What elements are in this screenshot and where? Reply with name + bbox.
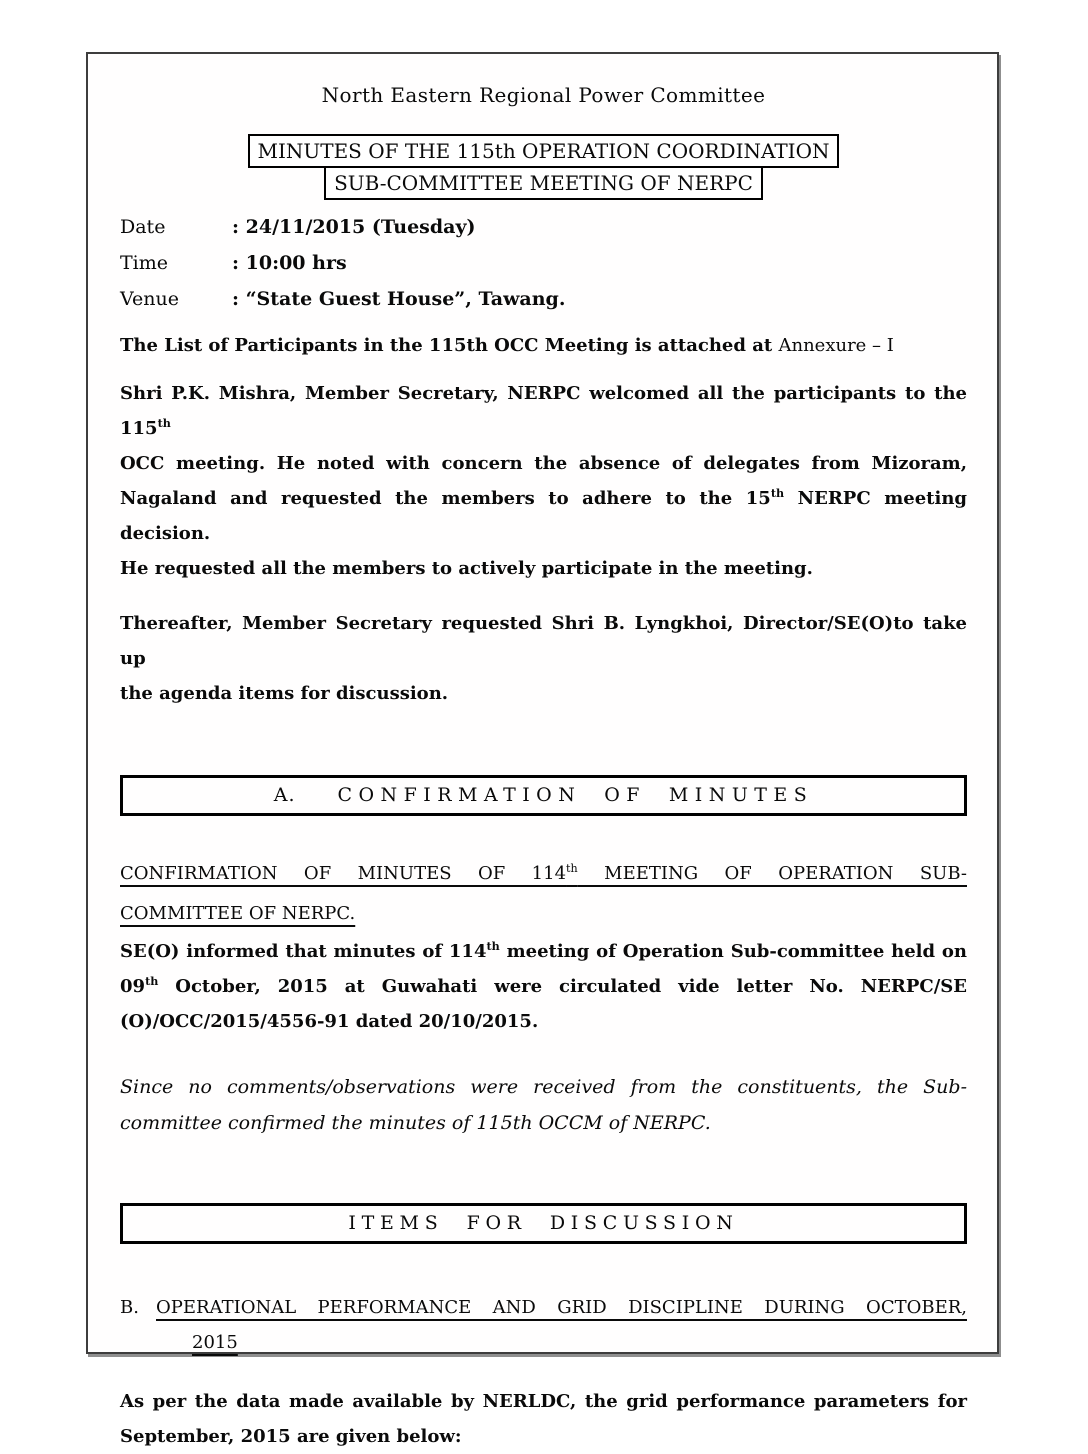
participants-line: [120, 332, 967, 360]
items-for-discussion-box: [120, 1203, 967, 1244]
section-a-letter: A.: [273, 784, 296, 806]
text-line: Nagaland and requested the members to adhere to the 15th NERPC meeting decision.: [120, 487, 967, 544]
text-line: 09th October, 2015 at Guwahati were circulated vide letter No. NERPC/SE: [120, 975, 967, 997]
text-line: OPERATIONAL PERFORMANCE AND GRID DISCIPLINE DURING OCTOBER,: [156, 1297, 967, 1318]
time-label: Time: [120, 252, 169, 274]
text-line: September, 2015 are given below:: [120, 1426, 462, 1447]
text-line: COMMITTEE OF NERPC.: [120, 903, 356, 924]
date-value: : 24/11/2015 (Tuesday): [232, 216, 476, 238]
time-value: : 10:00 hrs: [232, 252, 347, 274]
items-for-discussion-heading: ITEMS FOR DISCUSSION: [348, 1212, 739, 1234]
text-line: SE(O) informed that minutes of 114th meeting of Operation Sub-committee held on: [120, 940, 967, 962]
organization-title: North Eastern Regional Power Committee: [321, 83, 766, 107]
paragraph-no-comments: [120, 1069, 967, 1141]
participants-line-annexure: Annexure – I: [778, 335, 894, 356]
paragraph-welcome: [120, 376, 967, 586]
section-b-letter: B.: [120, 1297, 139, 1318]
meeting-meta: [120, 216, 967, 316]
text-line: Since no comments/observations were received from the constituents, the Sub-: [120, 1076, 967, 1098]
paragraph-as-per-data: [120, 1384, 967, 1454]
section-b-heading: [120, 1290, 967, 1360]
text-line: Shri P.K. Mishra, Member Secretary, NERPC welcomed all the participants to the 115th: [120, 383, 967, 439]
text-line: OCC meeting. He noted with concern the absence of delegates from Mizoram,: [120, 453, 967, 474]
paragraph-thereafter: [120, 606, 967, 711]
text-line: committee confirmed the minutes of 115th OCCM of NERPC.: [120, 1112, 711, 1134]
document-page: [86, 52, 999, 1447]
section-a-heading: CONFIRMATION OF MINUTES: [337, 784, 814, 806]
venue-label: Venue: [120, 288, 179, 310]
meta-row-date: [120, 216, 967, 244]
date-label: Date: [120, 216, 166, 238]
section-a-heading-box: [120, 775, 967, 816]
confirmation-heading: [120, 854, 967, 934]
document-title-block: [120, 134, 967, 200]
meta-row-venue: [120, 288, 967, 316]
text-line: Thereafter, Member Secretary requested Shri B. Lyngkhoi, Director/SE(O)to take up: [120, 613, 967, 669]
paragraph-seo-informed: [120, 934, 967, 1039]
title-box-line2: SUB-COMMITTEE MEETING OF NERPC: [324, 166, 763, 200]
text-line: CONFIRMATION OF MINUTES OF 114th MEETING OF OPERATION SUB-: [120, 862, 967, 884]
meta-row-time: [120, 252, 967, 280]
text-line: He requested all the members to actively participate in the meeting.: [120, 558, 813, 579]
text-line: (O)/OCC/2015/4556-91 dated 20/10/2015.: [120, 1011, 539, 1032]
participants-line-bold: The List of Participants in the 115th OCC Meeting is attached at: [120, 335, 779, 356]
venue-value: : “State Guest House”, Tawang.: [232, 288, 566, 310]
title-box-line1: MINUTES OF THE 115th OPERATION COORDINATION: [248, 134, 840, 168]
text-line: 2015: [192, 1332, 238, 1353]
text-line: the agenda items for discussion.: [120, 683, 449, 704]
section-b-heading-text: [156, 1290, 967, 1360]
text-line: As per the data made available by NERLDC, the grid performance parameters for: [120, 1391, 967, 1412]
